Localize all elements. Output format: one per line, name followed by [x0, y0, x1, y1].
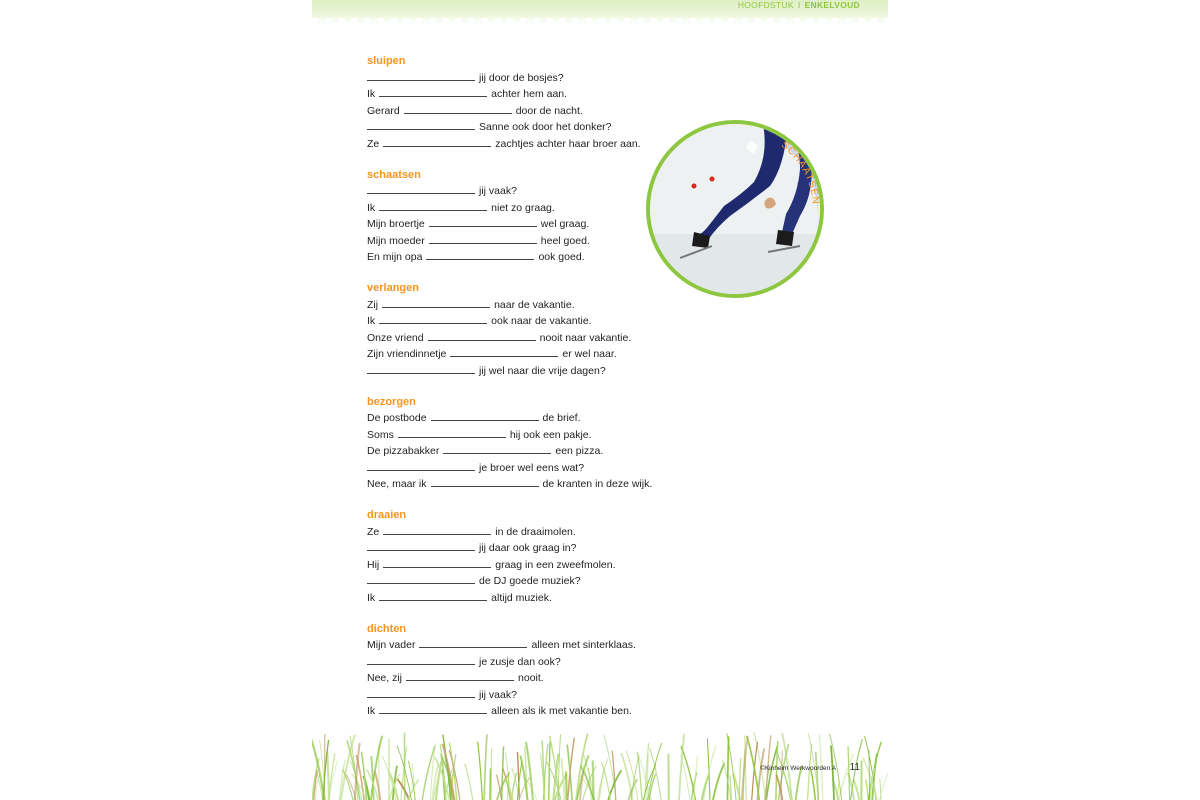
answer-blank[interactable]	[383, 567, 491, 568]
sentence-end: jij wel naar die vrije dagen?	[479, 364, 606, 377]
publisher-credit: ©Kinheim Werkwoorden A	[760, 765, 836, 772]
sentence-end: er wel naar.	[562, 348, 617, 361]
photo-label	[646, 120, 824, 298]
verb-title: sluipen	[367, 55, 406, 67]
sentence-start: Zij	[367, 298, 379, 311]
sentence-end: wel graag.	[540, 218, 590, 231]
exercise-sentence	[367, 687, 697, 704]
sentence-start: Mijn broertje	[367, 218, 425, 231]
sentence-end: zachtjes achter haar broer aan.	[495, 137, 641, 150]
answer-blank[interactable]	[379, 323, 487, 324]
answer-blank[interactable]	[431, 420, 539, 421]
answer-blank[interactable]	[419, 647, 527, 648]
exercise-sentence	[367, 637, 697, 654]
sentence-end: ook naar de vakantie.	[491, 315, 592, 328]
sentence-end: in de draaimolen.	[495, 525, 576, 538]
sentence-start: De pizzabakker	[367, 445, 440, 458]
sentence-start: Soms	[367, 428, 394, 441]
exercise-sentence	[367, 427, 697, 444]
sentence-end: heel goed.	[540, 234, 590, 247]
sentence-start: De postbode	[367, 412, 427, 425]
verb-title: dichten	[367, 622, 407, 635]
sentence-end: hij ook een pakje.	[509, 428, 592, 441]
photo-label-text: SCHAATSEN	[779, 139, 821, 206]
sentence-start: Mijn vader	[367, 639, 416, 652]
exercise-sentence	[367, 476, 697, 493]
exercise-sentence	[367, 103, 697, 120]
exercise-sentence	[367, 590, 697, 607]
sentence-end: door de nacht.	[515, 104, 583, 117]
exercise-sentence	[367, 410, 697, 427]
answer-blank[interactable]	[383, 146, 491, 147]
current-chapter-label: ENKELVOUD	[804, 0, 860, 10]
sentence-end: nooit.	[518, 672, 544, 685]
exercise-sentence	[367, 540, 697, 557]
answer-blank[interactable]	[428, 340, 536, 341]
sentence-start: Ik	[367, 201, 376, 214]
exercise-section	[367, 507, 697, 606]
sentence-start: Ik	[367, 591, 376, 604]
page-number: 11	[849, 762, 860, 773]
sentence-end: ook goed.	[538, 251, 585, 264]
sentence-start: Mijn moeder	[367, 234, 425, 247]
sentence-end: je broer wel eens wat?	[479, 461, 585, 474]
answer-blank[interactable]	[429, 243, 537, 244]
exercise-sentence	[367, 330, 697, 347]
sentence-start: Ik	[367, 88, 376, 100]
exercise-sentence	[367, 363, 697, 380]
exercise-sentence	[367, 460, 697, 477]
exercise-sentence	[367, 524, 697, 541]
exercise-sentence	[367, 443, 697, 460]
answer-blank[interactable]	[367, 550, 475, 551]
answer-blank[interactable]	[367, 697, 475, 698]
sentence-end: jij vaak?	[479, 185, 517, 198]
chapter-label: HOOFDSTUK	[737, 0, 794, 10]
exercise-sentence	[367, 670, 697, 687]
sentence-end: je zusje dan ook?	[479, 655, 561, 668]
answer-blank[interactable]	[367, 373, 475, 374]
sentence-end: jij daar ook graag in?	[479, 542, 577, 555]
exercise-sentence	[367, 346, 697, 363]
exercise-section	[367, 394, 697, 493]
exercise-sentence	[367, 573, 697, 590]
sentence-start: Ze	[367, 525, 380, 538]
answer-blank[interactable]	[383, 534, 491, 535]
answer-blank[interactable]	[443, 453, 551, 454]
answer-blank[interactable]	[426, 259, 534, 260]
worksheet-page	[312, 0, 888, 800]
answer-blank[interactable]	[367, 129, 475, 130]
sentence-start: Hij	[367, 558, 380, 571]
answer-blank[interactable]	[367, 664, 475, 665]
answer-blank[interactable]	[379, 713, 487, 714]
answer-blank[interactable]	[406, 680, 514, 681]
exercise-sentence	[367, 654, 697, 671]
sentence-start: Nee, zij	[367, 672, 403, 685]
sentence-end: alleen als ik met vakantie ben.	[491, 705, 632, 718]
answer-blank[interactable]	[431, 486, 539, 487]
sentence-end: niet zo graag.	[491, 201, 555, 214]
sentence-end: graag in een zweefmolen.	[495, 558, 616, 571]
answer-blank[interactable]	[398, 437, 506, 438]
verb-title: bezorgen	[367, 395, 416, 408]
sentence-start: Zijn vriendinnetje	[367, 348, 447, 361]
sentence-end: altijd muziek.	[491, 591, 552, 604]
answer-blank[interactable]	[367, 583, 475, 584]
answer-blank[interactable]	[367, 470, 475, 471]
sentence-end: een pizza.	[555, 445, 604, 458]
answer-blank[interactable]	[450, 356, 558, 357]
answer-blank[interactable]	[379, 96, 487, 97]
sentence-start: Ik	[367, 705, 376, 718]
sentence-end: achter hem aan.	[491, 88, 568, 100]
exercise-sentence	[367, 70, 697, 87]
exercise-sentence	[367, 557, 697, 574]
exercise-sentence	[367, 703, 697, 720]
answer-blank[interactable]	[379, 210, 487, 211]
verb-title: draaien	[367, 509, 407, 522]
chapter-header	[738, 0, 860, 10]
answer-blank[interactable]	[379, 600, 487, 601]
answer-blank[interactable]	[404, 113, 512, 114]
sentence-end: jij door de bosjes?	[479, 71, 564, 84]
exercise-sentence	[367, 297, 697, 314]
sentence-start: Gerard	[367, 104, 400, 117]
sentence-start: Ik	[367, 315, 376, 328]
sentence-end: de brief.	[542, 412, 581, 425]
sentence-end: de kranten in deze wijk.	[542, 478, 653, 491]
answer-blank[interactable]	[367, 193, 475, 194]
exercise-sentence	[367, 86, 697, 103]
sentence-end: naar de vakantie.	[494, 298, 575, 311]
verb-title: schaatsen	[367, 168, 421, 181]
answer-blank[interactable]	[367, 80, 475, 81]
sentence-start: Onze vriend	[367, 331, 424, 344]
sentence-end: jij vaak?	[479, 688, 517, 701]
sentence-end: de DJ goede muziek?	[479, 575, 581, 588]
sentence-end: Sanne ook door het donker?	[479, 121, 612, 133]
header-separator: I	[797, 0, 801, 10]
answer-blank[interactable]	[429, 226, 537, 227]
answer-blank[interactable]	[382, 307, 490, 308]
exercise-sentence	[367, 313, 697, 330]
skating-photo	[646, 120, 824, 298]
verb-title: verlangen	[367, 282, 419, 295]
sentence-end: alleen met sinterklaas.	[531, 639, 636, 652]
sentence-start: Nee, maar ik	[367, 478, 427, 491]
sentence-start: Ze	[367, 137, 380, 150]
sentence-end: nooit naar vakantie.	[539, 331, 632, 344]
sentence-start: En mijn opa	[367, 251, 423, 264]
exercise-section	[367, 621, 697, 720]
svg-text:SCHAATSEN	[779, 140, 821, 206]
